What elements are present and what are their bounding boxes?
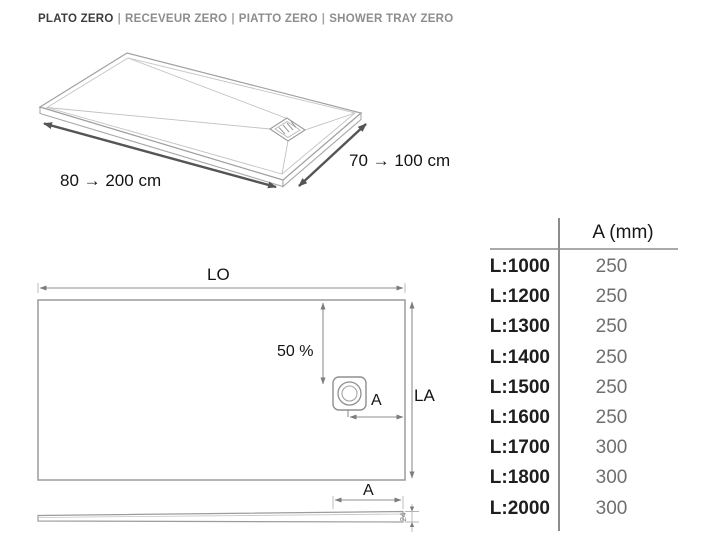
table-row <box>480 312 700 342</box>
length-range-label: 80 → 200 cm <box>60 171 162 190</box>
table-row <box>480 463 700 493</box>
table-row <box>480 282 700 312</box>
title-separator: | <box>231 13 235 25</box>
row-size: L:1700 <box>489 437 550 459</box>
table-row <box>480 403 700 433</box>
product-name-en: SHOWER TRAY ZERO <box>329 13 454 25</box>
row-size: L:2000 <box>489 497 550 519</box>
row-size: L:1400 <box>489 346 550 368</box>
table-header-underline <box>490 248 678 250</box>
table-row <box>480 373 700 403</box>
row-a-value: 300 <box>595 467 628 489</box>
table-header-a-mm: A (mm) <box>592 222 654 243</box>
drain-offset-label: A <box>371 392 382 409</box>
row-size: L:1200 <box>489 286 550 308</box>
side-view-drawing <box>25 480 445 540</box>
page-title <box>38 13 453 25</box>
top-view-drawing <box>25 258 445 488</box>
product-name-fr: RECEVEUR ZERO <box>125 13 228 25</box>
product-name-it: PIATTO ZERO <box>238 13 318 25</box>
title-separator: | <box>117 13 122 25</box>
lo-label: LO <box>207 265 230 284</box>
row-a-value: 300 <box>595 437 628 459</box>
thickness-label: 24 <box>398 512 408 522</box>
row-a-value: 250 <box>595 407 628 429</box>
product-name: PLATO ZERO <box>38 13 114 25</box>
row-a-value: 250 <box>595 376 628 398</box>
table-row <box>480 433 700 463</box>
title-separator: | <box>321 13 326 25</box>
row-size: L:1600 <box>489 407 550 429</box>
row-a-value: 250 <box>595 316 628 338</box>
drain-position-label: 50 % <box>277 343 314 360</box>
row-size: L:1800 <box>489 467 550 489</box>
table-rows <box>480 252 700 524</box>
row-size: L:1300 <box>489 316 550 338</box>
size-spec-table <box>480 215 700 540</box>
row-a-value: 300 <box>595 497 628 519</box>
row-a-value: 250 <box>595 346 628 368</box>
width-range-label: 70 → 100 cm <box>349 151 451 170</box>
table-row <box>480 343 700 373</box>
row-a-value: 250 <box>595 256 628 278</box>
row-a-value: 250 <box>595 286 628 308</box>
table-row <box>480 494 700 524</box>
row-size: L:1000 <box>489 256 550 278</box>
row-size: L:1500 <box>489 376 550 398</box>
la-label: LA <box>414 386 435 405</box>
side-a-label: A <box>363 482 374 499</box>
table-row <box>480 252 700 282</box>
